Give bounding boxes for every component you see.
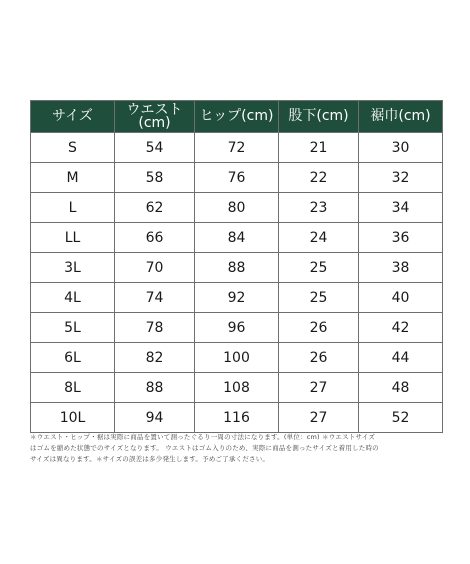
header-waist-label: ウエスト (cm) <box>126 101 183 131</box>
size-chart-table <box>30 100 443 433</box>
cell-hem-width: 36 <box>359 223 443 253</box>
table-header-row <box>31 101 443 133</box>
cell-inseam: 23 <box>279 193 359 223</box>
note-line: ＊ウエスト・ヒップ・裾は実際に商品を置いて測ったぐるり一周の寸法になります。(単位：cm) ＊ウエストサイズ <box>30 433 376 441</box>
cell-hem-width: 48 <box>359 373 443 403</box>
cell-hem-width: 38 <box>359 253 443 283</box>
cell-hip: 76 <box>195 163 279 193</box>
cell-hip: 100 <box>195 343 279 373</box>
cell-waist: 74 <box>115 283 195 313</box>
cell-inseam: 27 <box>279 403 359 433</box>
table-row <box>31 253 443 283</box>
cell-inseam: 26 <box>279 313 359 343</box>
cell-waist: 94 <box>115 403 195 433</box>
cell-hip: 96 <box>195 313 279 343</box>
header-hem-width: 裾巾(cm) <box>359 101 443 133</box>
cell-hem-width: 44 <box>359 343 443 373</box>
cell-waist: 66 <box>115 223 195 253</box>
cell-size: 5L <box>31 313 115 343</box>
cell-hip: 92 <box>195 283 279 313</box>
cell-hip: 72 <box>195 133 279 163</box>
cell-inseam: 26 <box>279 343 359 373</box>
cell-hem-width: 32 <box>359 163 443 193</box>
cell-size: M <box>31 163 115 193</box>
cell-size: S <box>31 133 115 163</box>
cell-hip: 88 <box>195 253 279 283</box>
header-size: サイズ <box>31 101 115 133</box>
cell-size: 10L <box>31 403 115 433</box>
cell-hem-width: 34 <box>359 193 443 223</box>
note-line: サイズは異なります。＊サイズの誤差は多少発生します。予めご了承ください。 <box>30 455 270 463</box>
cell-waist: 58 <box>115 163 195 193</box>
cell-hip: 80 <box>195 193 279 223</box>
cell-hem-width: 42 <box>359 313 443 343</box>
header-waist <box>115 101 195 133</box>
cell-hip: 116 <box>195 403 279 433</box>
cell-inseam: 21 <box>279 133 359 163</box>
cell-waist: 88 <box>115 373 195 403</box>
cell-inseam: 22 <box>279 163 359 193</box>
cell-waist: 62 <box>115 193 195 223</box>
cell-waist: 78 <box>115 313 195 343</box>
header-hip: ヒップ(cm) <box>195 101 279 133</box>
size-notes <box>30 432 442 465</box>
table-row <box>31 283 443 313</box>
cell-waist: 70 <box>115 253 195 283</box>
cell-size: 6L <box>31 343 115 373</box>
table-row <box>31 373 443 403</box>
cell-size: LL <box>31 223 115 253</box>
cell-hip: 108 <box>195 373 279 403</box>
cell-waist: 54 <box>115 133 195 163</box>
table-row <box>31 313 443 343</box>
table-row <box>31 403 443 433</box>
cell-size: 3L <box>31 253 115 283</box>
cell-inseam: 25 <box>279 283 359 313</box>
table-row <box>31 343 443 373</box>
table-row <box>31 223 443 253</box>
table-row <box>31 133 443 163</box>
table-row <box>31 163 443 193</box>
cell-size: 8L <box>31 373 115 403</box>
cell-hem-width: 52 <box>359 403 443 433</box>
cell-inseam: 27 <box>279 373 359 403</box>
cell-waist: 82 <box>115 343 195 373</box>
cell-hem-width: 40 <box>359 283 443 313</box>
cell-size: L <box>31 193 115 223</box>
cell-hip: 84 <box>195 223 279 253</box>
cell-inseam: 24 <box>279 223 359 253</box>
cell-hem-width: 30 <box>359 133 443 163</box>
note-line: はゴムを縮めた状態でのサイズとなります。 ウエストはゴム入りのため、実際に商品を測ったサイズと着用した時の <box>30 444 379 452</box>
table-row <box>31 193 443 223</box>
cell-size: 4L <box>31 283 115 313</box>
header-inseam: 股下(cm) <box>279 101 359 133</box>
cell-inseam: 25 <box>279 253 359 283</box>
